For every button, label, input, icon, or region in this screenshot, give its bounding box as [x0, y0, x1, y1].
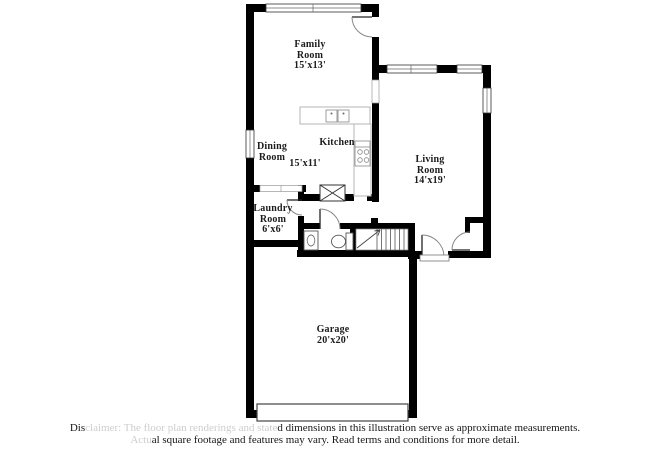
entry-closet-door-arc	[452, 232, 470, 250]
front-door-arc	[420, 235, 449, 261]
disclaimer-line2-rest: al square footage and features may vary. Read terms and conditions for more detail.	[151, 433, 520, 446]
room-dims: 15'x13'	[294, 60, 326, 71]
kitchen-fixtures	[300, 107, 371, 201]
room-dims: 20'x20'	[317, 334, 349, 346]
staircase	[356, 229, 408, 250]
room-name: Dining Room	[256, 141, 288, 163]
disclaimer-line1-faded: claimer: The floor plan renderings and state	[85, 422, 278, 434]
room-dims: 14'x19'	[414, 175, 446, 186]
room-dims: 6'x6'	[262, 224, 284, 235]
disclaimer-line1-rest: d dimensions in this illustration serve as approximate measurements.	[277, 422, 581, 434]
room-name: Laundry Room	[253, 203, 293, 225]
toilet	[332, 233, 354, 250]
room-name: Living Room	[415, 154, 445, 176]
room-name: Kitchen	[319, 137, 355, 148]
bathroom-fixtures	[304, 231, 353, 250]
room-label-living-room	[408, 155, 452, 187]
disclaimer-text	[0, 423, 650, 446]
room-dims-dining-room: 15'x11'	[289, 158, 321, 169]
room-name: Garage	[316, 324, 350, 335]
room-label-laundry-room	[247, 204, 299, 236]
kitchen-living-opening	[372, 80, 379, 103]
family-room-door-arc	[352, 17, 372, 37]
disclaimer-line1-prefix: Dis	[69, 422, 86, 434]
front-door-threshold	[420, 255, 449, 261]
room-label-kitchen	[307, 138, 367, 149]
room-name: Family Room	[294, 39, 326, 61]
bathroom-sink	[304, 231, 318, 250]
room-label-family-room	[286, 40, 334, 72]
room-label-dining-room	[251, 142, 293, 163]
garage-door	[257, 404, 408, 421]
bathroom-door-arc	[320, 209, 340, 229]
room-label-garage	[308, 325, 358, 346]
disclaimer-line-2	[0, 435, 650, 447]
disclaimer-line2-faded: Actu	[130, 433, 152, 446]
pantry-box	[320, 185, 345, 201]
